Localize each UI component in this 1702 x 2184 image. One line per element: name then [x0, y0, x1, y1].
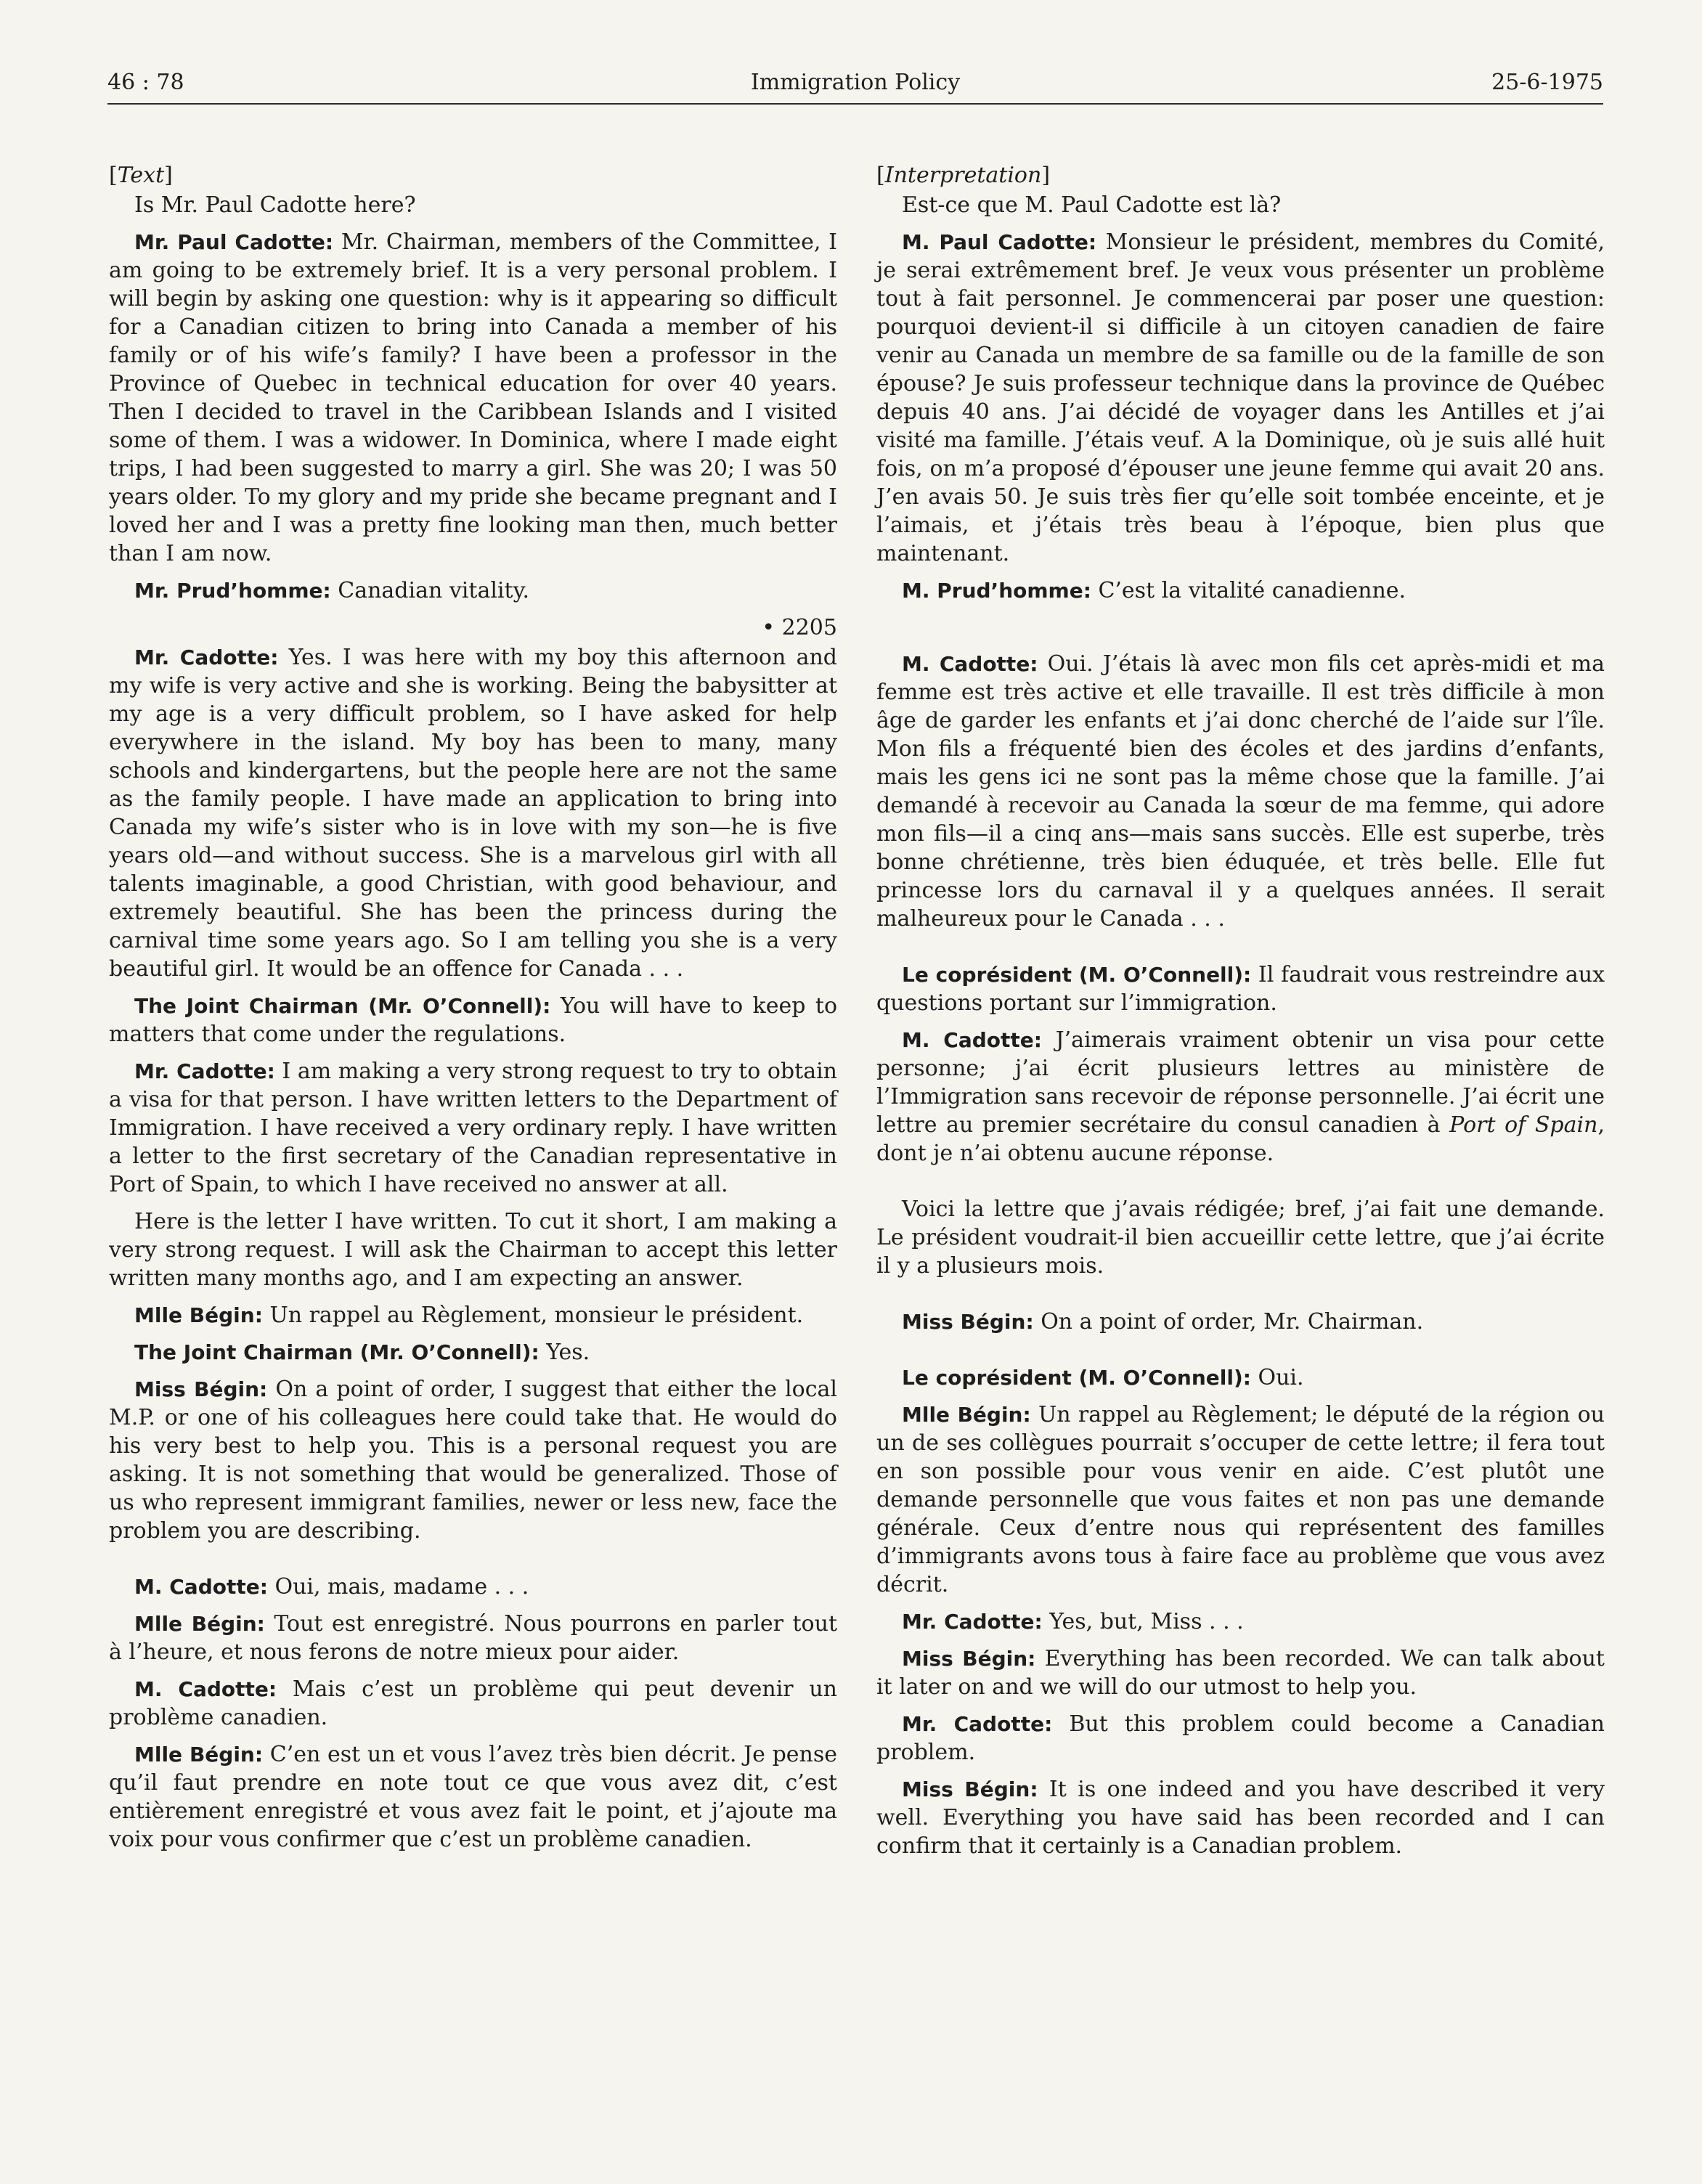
- paragraph: M. Cadotte: Mais c’est un problème qui peut devenir un problème canadien.: [109, 1676, 837, 1730]
- english-column: [109, 161, 837, 1862]
- french-column: [876, 161, 1605, 1869]
- speaker: M. Cadotte:: [902, 652, 1038, 676]
- speaker: Mr. Prud’homme:: [134, 579, 331, 603]
- speaker: M. Prud’homme:: [902, 579, 1091, 603]
- speaker: M. Cadotte:: [134, 1677, 277, 1701]
- paragraph: Miss Bégin: Everything has been recorded. We can talk about it later on and we will do our utmost to help you.: [876, 1646, 1605, 1700]
- paragraph: Le coprésident (M. O’Connell): Oui.: [902, 1365, 1304, 1390]
- speaker: Miss Bégin:: [902, 1310, 1034, 1334]
- paragraph: M. Cadotte: J’aimerais vraiment obtenir un visa pour cette personne; j’ai écrit plusieurs lettres au ministère de l’Immigration sans recevoir de réponse personnelle. J’ai écrit une lettre au premier secrétaire du consul canadien à Port of Spain, dont je n’ai obtenu aucune réponse.: [876, 1027, 1605, 1166]
- paragraph: Miss Bégin: On a point of order, I suggest that either the local M.P. or one of his colleagues here could take that. He would do his very best to help you. This is a personal request you are asking. It is not something that would be generalized. Those of us who represent immigrant families, newer or less new, face the problem you are describing.: [109, 1377, 837, 1544]
- paragraph: Miss Bégin: On a point of order, Mr. Chairman.: [902, 1309, 1424, 1335]
- paragraph: Mr. Cadotte: Yes, but, Miss . . .: [902, 1609, 1244, 1634]
- page-header: [107, 67, 1603, 105]
- paragraph: Mr. Cadotte: But this problem could become a Canadian problem.: [876, 1711, 1605, 1765]
- paragraph: M. Cadotte: Oui, mais, madame . . .: [134, 1574, 529, 1600]
- paragraph: The Joint Chairman (Mr. O’Connell): Yes.: [134, 1340, 590, 1365]
- speaker: Miss Bégin:: [134, 1377, 268, 1401]
- speaker: Mr. Cadotte:: [902, 1610, 1043, 1634]
- paragraph: Miss Bégin: It is one indeed and you have described it very well. Everything you have said has been recorded and I can confirm that it certainly is a Canadian problem.: [876, 1777, 1605, 1859]
- paragraph: Est-ce que M. Paul Cadotte est là?: [902, 192, 1282, 218]
- speaker: M. Cadotte:: [902, 1028, 1042, 1052]
- speaker: Le coprésident (M. O’Connell):: [902, 963, 1252, 987]
- paragraph: Voici la lettre que j’avais rédigée; bref, j’ai fait une demande. Le président voudrait-il bien accueillir cette lettre, que j’ai écrite il y a plusieurs mois.: [876, 1197, 1605, 1279]
- paragraph: Mr. Cadotte: I am making a very strong request to try to obtain a visa for that person. I have written letters to the Department of Immigration. I have received a very ordinary reply. I have written a letter to the first secretary of the Canadian representative in Port of Spain, to which I have received no answer at all.: [109, 1059, 837, 1197]
- speaker: Mr. Cadotte:: [134, 1059, 275, 1083]
- speaker: The Joint Chairman (Mr. O’Connell):: [134, 994, 551, 1018]
- speaker: M. Paul Cadotte:: [902, 230, 1097, 254]
- paragraph: Mlle Bégin: C’en est un et vous l’avez très bien décrit. Je pense qu’il faut prendre en note tout ce que vous avez dit, c’est entièrement enregistré et vous avez fait le point, et j’ajoute ma voix pour vous confirmer que c’est un problème canadien.: [109, 1742, 837, 1852]
- paragraph: M. Paul Cadotte: Monsieur le président, membres du Comité, je serai extrêmement bref. Je veux vous présenter un problème tout à fait personnel. Je commencerai par poser une question: pourquoi devient-il si difficile à un citoyen canadien de faire venir au Canada un membre de sa famille ou de la famille de son épouse? Je suis professeur technique dans la province de Québec depuis 40 ans. J’ai décidé de voyager dans les Antilles et j’ai visité ma famille. J’étais veuf. A la Dominique, où je suis allé huit fois, on m’a proposé d’épouser une jeune femme qui avait 20 ans. J’en avais 50. Je suis très fier qu’elle soit tombée enceinte, et je l’aimais, et j’étais très beau à l’époque, bien plus que maintenant.: [876, 229, 1605, 566]
- page-title: Immigration Policy: [750, 70, 961, 95]
- page-date: 25-6-1975: [1491, 70, 1603, 95]
- paragraph: M. Cadotte: Oui. J’étais là avec mon fils cet après-midi et ma femme est très active et elle travaille. Il est très difficile à mon âge de garder les enfants et j’ai donc cherché de l’aide sur l’île. Mon fils a fréquenté bien des écoles et des jardins d’enfants, mais les gens ici ne sont pas la même chose que la famille. J’ai demandé à recevoir au Canada la sœur de ma femme, qui adore mon fils—il a cinq ans—mais sans succès. Elle est superbe, très bonne chrétienne, très bien éduquée, et très belle. Elle fut princesse lors du carnaval il y a quelques années. Il serait malheureux pour le Canada . . .: [876, 651, 1605, 932]
- paragraph: M. Prud’homme: C’est la vitalité canadienne.: [902, 578, 1406, 603]
- speaker: Le coprésident (M. O’Connell):: [902, 1366, 1251, 1390]
- speaker: Mr. Paul Cadotte:: [134, 230, 334, 254]
- speaker: Mlle Bégin:: [134, 1743, 264, 1767]
- speaker: Mr. Cadotte:: [902, 1712, 1053, 1736]
- paragraph: Mlle Bégin: Un rappel au Règlement, monsieur le président.: [134, 1303, 804, 1328]
- page-number: 46 : 78: [107, 70, 184, 95]
- speaker: Mlle Bégin:: [902, 1403, 1031, 1427]
- speaker: The Joint Chairman (Mr. O’Connell):: [134, 1340, 539, 1364]
- paragraph: The Joint Chairman (Mr. O’Connell): You will have to keep to matters that come under the regulations.: [109, 993, 838, 1047]
- speaker: Miss Bégin:: [902, 1777, 1038, 1801]
- paragraph: Mr. Prud’homme: Canadian vitality.: [134, 578, 530, 603]
- paragraph: Mr. Cadotte: Yes. I was here with my boy this afternoon and my wife is very active and she is working. Being the babysitter at my age is a very difficult problem, so I have asked for help everywhere in the island. My boy has been to many, many schools and kindergartens, but the people here are not the same as the family people. I have made an application to bring into Canada my wife’s sister who is in love with my son—he is five years old—and without success. She is a marvelous girl with all talents imaginable, a good Christian, with good behaviour, and extremely beautiful. She has been the princess during the carnival time some years ago. So I am telling you she is a very beautiful girl. It would be an offence for Canada . . .: [109, 645, 837, 982]
- paragraph: Mlle Bégin: Tout est enregistré. Nous pourrons en parler tout à l’heure, et nous ferons de notre mieux pour aider.: [109, 1611, 837, 1665]
- speaker: M. Cadotte:: [134, 1575, 268, 1599]
- paragraph: Mlle Bégin: Un rappel au Règlement; le député de la région ou un de ses collègues pourrait s’occuper de cette lettre; il fera tout en son possible pour vous venir en aide. C’est plutôt une demande personnelle que vous faites et non pas une demande générale. Ceux d’entre nous qui représentent des familles d’immigrants avons tous à faire face au problème que vous avez décrit.: [876, 1402, 1605, 1597]
- time-marker: • 2205: [762, 615, 837, 640]
- paragraph: Le coprésident (M. O’Connell): Il faudrait vous restreindre aux questions portant sur l’immigration.: [876, 962, 1605, 1016]
- paragraph: Here is the letter I have written. To cut it short, I am making a very strong request. I will ask the Chairman to accept this letter written many months ago, and I am expecting an answer.: [109, 1209, 837, 1291]
- section-tag: [Interpretation]: [876, 163, 1051, 188]
- speaker: Mr. Cadotte:: [134, 645, 279, 669]
- speaker: Mlle Bégin:: [134, 1612, 265, 1636]
- section-tag: [Text]: [109, 163, 173, 188]
- speaker: Mlle Bégin:: [134, 1303, 263, 1327]
- paragraph: Is Mr. Paul Cadotte here?: [134, 192, 416, 218]
- paragraph: Mr. Paul Cadotte: Mr. Chairman, members of the Committee, I am going to be extremely brief. It is a very personal problem. I will begin by asking one question: why is it appearing so difficult for a Canadian citizen to bring into Canada a member of his family or of his wife’s family? I have been a professor in the Province of Quebec in technical education for over 40 years. Then I decided to travel in the Caribbean Islands and I visited some of them. I was a widower. In Dominica, where I made eight trips, I had been suggested to marry a girl. She was 20; I was 50 years older. To my glory and my pride she became pregnant and I loved her and I was a pretty fine looking man then, much better than I am now.: [109, 229, 837, 566]
- speaker: Miss Bégin:: [902, 1647, 1036, 1671]
